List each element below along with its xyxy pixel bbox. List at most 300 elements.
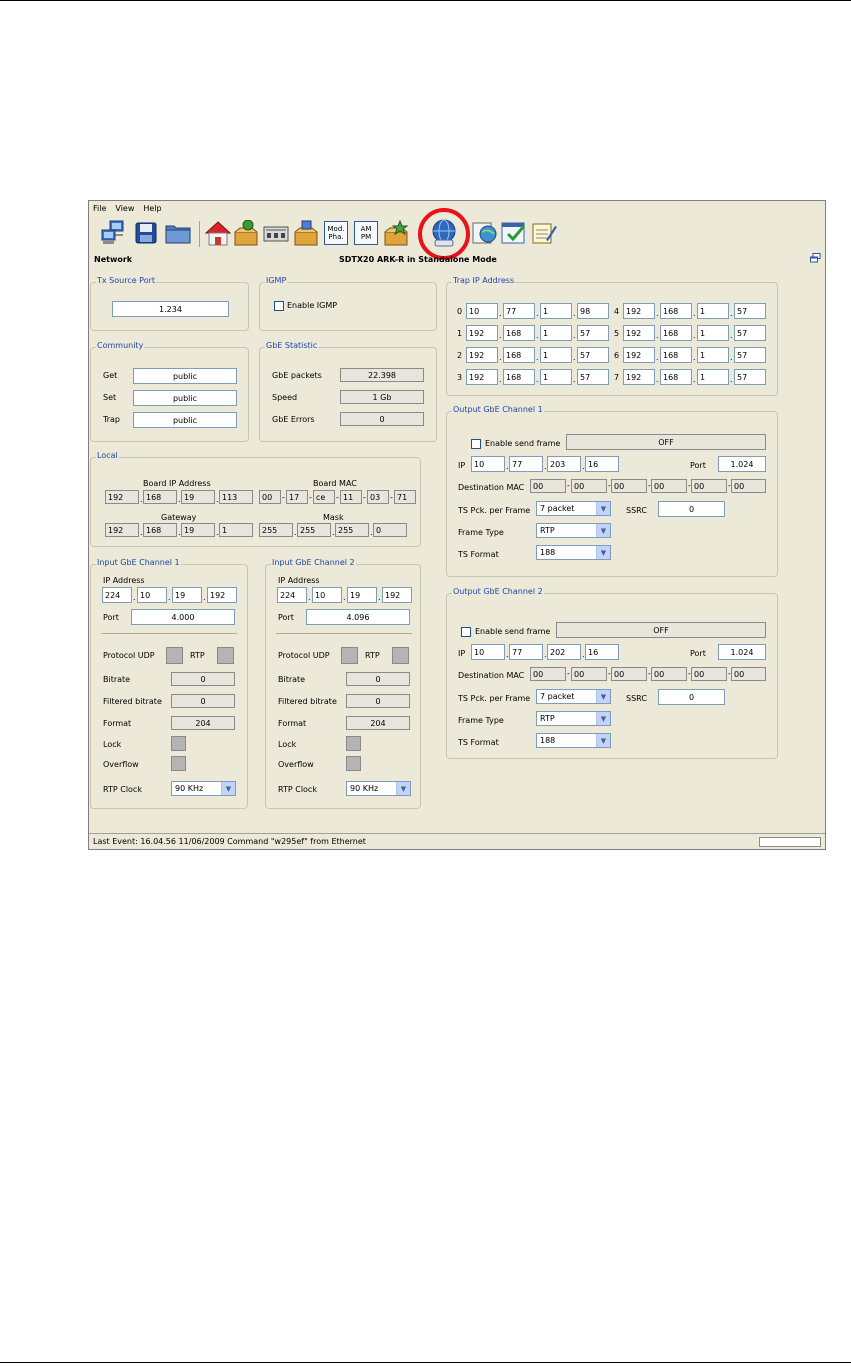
trap-ip-octet[interactable]: 192 <box>466 369 498 385</box>
trap-ip-octet[interactable]: 192 <box>623 347 655 363</box>
mask-label: Mask <box>323 513 344 522</box>
chevron-down-icon[interactable]: ▼ <box>221 782 235 795</box>
enable-igmp-checkbox[interactable] <box>274 301 284 311</box>
ip-dot: . <box>693 309 696 318</box>
trap-ip-octet[interactable]: 98 <box>577 303 609 319</box>
mac-dash: - <box>567 481 570 490</box>
output-channel-1-group <box>446 405 778 577</box>
input-1-rtp-label: RTP <box>190 651 205 660</box>
output-2-ts-format-label: TS Format <box>458 738 499 747</box>
mac-dash: - <box>608 669 611 678</box>
output-1-frame-type-label: Frame Type <box>458 528 504 537</box>
input-1-overflow-label: Overflow <box>103 760 139 769</box>
am-pm-icon[interactable] <box>351 219 381 247</box>
notepad-icon[interactable] <box>529 219 559 247</box>
input-2-ip-octet-1[interactable]: 224 <box>277 587 307 603</box>
input-1-rtp-clock-select[interactable] <box>171 781 236 796</box>
input-1-format-value: 204 <box>171 716 235 730</box>
trap-ip-octet[interactable]: 1 <box>697 369 729 385</box>
tx-source-port-input[interactable]: 1.234 <box>112 301 229 317</box>
input-1-ip-octet-1[interactable]: 224 <box>102 587 132 603</box>
box-download-icon[interactable] <box>231 219 261 247</box>
input-1-filtered-label: Filtered bitrate <box>103 697 162 706</box>
window-title: SDTX20 ARK-R in Standalone Mode <box>339 255 497 264</box>
output-2-state: OFF <box>556 622 766 638</box>
input-1-lock-indicator <box>171 736 186 751</box>
trap-ip-octet[interactable]: 57 <box>734 347 766 363</box>
section-title: Network <box>94 255 133 264</box>
board-ip-octet-1: 192 <box>105 490 139 504</box>
last-event-text: Last Event: 16.04.56 11/06/2009 Command "w295ef" from Ethernet <box>93 837 366 846</box>
mac-dash: - <box>608 481 611 490</box>
output-2-dest-mac-byte[interactable]: 00 <box>691 667 727 681</box>
output-2-ip-octet-4[interactable]: 16 <box>585 644 619 660</box>
modulation-icon[interactable] <box>321 219 351 247</box>
input-channel-1-group <box>90 558 248 809</box>
chevron-down-icon[interactable]: ▼ <box>396 782 410 795</box>
tx-source-port-group <box>90 276 249 331</box>
input-channel-2-label: Input GbE Channel 2 <box>272 558 355 567</box>
input-2-filtered-value: 0 <box>346 694 410 708</box>
input-2-bitrate-label: Bitrate <box>278 675 306 684</box>
trap-ip-octet[interactable]: 192 <box>466 325 498 341</box>
gbe-statistic-group <box>259 341 437 442</box>
input-1-udp-indicator <box>166 647 183 664</box>
ip-dot: . <box>203 593 206 602</box>
ip-dot: . <box>370 528 373 537</box>
output-2-dest-mac-byte[interactable]: 00 <box>571 667 607 681</box>
chevron-down-icon[interactable]: ▼ <box>596 546 610 559</box>
output-1-ssrc-label: SSRC <box>626 506 647 515</box>
board-ip-octet-2: 168 <box>143 490 177 504</box>
board-mac-label: Board MAC <box>313 479 357 488</box>
input-1-ip-octet-4[interactable]: 192 <box>207 587 237 603</box>
ip-dot: . <box>133 593 136 602</box>
ip-dot: . <box>499 375 502 384</box>
output-2-dest-mac-byte[interactable]: 00 <box>530 667 566 681</box>
community-trap-label: Trap <box>103 415 120 424</box>
output-2-dest-mac-byte[interactable]: 00 <box>611 667 647 681</box>
trap-index-label: 6 <box>614 351 620 360</box>
mac-dash: - <box>648 481 651 490</box>
input-2-bitrate-value: 0 <box>346 672 410 686</box>
trap-ip-octet[interactable]: 168 <box>660 303 692 319</box>
ip-dot: . <box>536 331 539 340</box>
ip-dot: . <box>506 650 509 659</box>
mac-dash: - <box>363 493 366 502</box>
gateway-octet-2: 168 <box>143 523 177 537</box>
input-2-format-value: 204 <box>346 716 410 730</box>
output-1-ip-octet-4[interactable]: 16 <box>585 456 619 472</box>
gbe-speed-label: Speed <box>272 393 298 402</box>
ip-dot: . <box>573 309 576 318</box>
trap-index-label: 7 <box>614 373 620 382</box>
mask-octet-1: 255 <box>259 523 293 537</box>
input-1-bitrate-label: Bitrate <box>103 675 131 684</box>
mac-dash: - <box>688 669 691 678</box>
menu-view[interactable]: View <box>115 204 135 213</box>
output-1-frame-type-value: RTP <box>540 526 555 535</box>
output-1-dest-mac-byte[interactable]: 00 <box>571 479 607 493</box>
ip-dot: . <box>730 375 733 384</box>
ip-dot: . <box>573 375 576 384</box>
ip-dot: . <box>693 375 696 384</box>
output-1-ts-pck-label: TS Pck. per Frame <box>458 506 531 515</box>
input-1-protocol-label: Protocol UDP <box>103 651 155 660</box>
checklist-icon[interactable] <box>499 219 529 247</box>
gateway-octet-1: 192 <box>105 523 139 537</box>
output-2-enable-label: Enable send frame <box>475 627 551 636</box>
input-1-lock-label: Lock <box>103 740 122 749</box>
ip-dot: . <box>730 331 733 340</box>
ip-dot: . <box>656 375 659 384</box>
status-progress-box <box>759 837 821 847</box>
input-2-ip-octet-4[interactable]: 192 <box>382 587 412 603</box>
input-2-format-label: Format <box>278 719 307 728</box>
community-group <box>90 341 249 442</box>
input-2-port-input[interactable]: 4.096 <box>306 609 410 625</box>
igmp-group <box>259 276 437 331</box>
input-2-udp-indicator <box>341 647 358 664</box>
ip-dot: . <box>536 353 539 362</box>
input-2-lock-indicator <box>346 736 361 751</box>
input-channel-1-label: Input GbE Channel 1 <box>97 558 180 567</box>
ip-dot: . <box>544 462 547 471</box>
output-1-ip-octet-3[interactable]: 203 <box>547 456 581 472</box>
output-2-port-input[interactable]: 1.024 <box>718 644 766 660</box>
output-1-state: OFF <box>566 434 766 450</box>
gateway-octet-4: 1 <box>219 523 253 537</box>
trap-index-label: 1 <box>457 329 463 338</box>
community-get-label: Get <box>103 371 118 380</box>
output-1-dest-mac-byte[interactable]: 00 <box>651 479 687 493</box>
output-2-dest-mac-byte[interactable]: 00 <box>731 667 766 681</box>
community-set-input[interactable]: public <box>133 390 237 406</box>
board-ip-octet-3: 19 <box>181 490 215 504</box>
input-1-filtered-value: 0 <box>171 694 235 708</box>
ip-dot: . <box>178 495 181 504</box>
trap-ip-octet[interactable]: 57 <box>577 369 609 385</box>
divider <box>101 633 237 634</box>
trap-ip-octet[interactable]: 1 <box>697 303 729 319</box>
gbe-speed-value: 1 Gb <box>340 390 424 404</box>
output-2-ip-label: IP <box>458 649 466 658</box>
input-2-overflow-indicator <box>346 756 361 771</box>
output-2-ip-octet-3[interactable]: 202 <box>547 644 581 660</box>
ip-dot: . <box>544 650 547 659</box>
output-2-dest-mac-byte[interactable]: 00 <box>651 667 687 681</box>
output-2-ts-format-select[interactable] <box>536 733 611 748</box>
trap-ip-octet[interactable]: 57 <box>734 369 766 385</box>
ethernet-icon[interactable] <box>261 219 291 247</box>
mac-dash: - <box>648 669 651 678</box>
app-window <box>88 200 826 850</box>
toolbar-separator <box>199 221 200 247</box>
ip-dot: . <box>343 593 346 602</box>
community-set-label: Set <box>103 393 117 402</box>
gateway-label: Gateway <box>161 513 197 522</box>
output-2-ssrc-input[interactable]: 0 <box>658 689 725 705</box>
ip-dot: . <box>656 309 659 318</box>
input-2-rtp-clock-label: RTP Clock <box>278 785 317 794</box>
ip-dot: . <box>140 495 143 504</box>
igmp-label: IGMP <box>266 276 287 285</box>
board-ip-octet-4: 113 <box>219 490 253 504</box>
input-2-ip-octet-2[interactable]: 10 <box>312 587 342 603</box>
input-2-protocol-label: Protocol UDP <box>278 651 330 660</box>
board-mac-byte-3: ce <box>313 490 335 504</box>
trap-index-label: 4 <box>614 307 620 316</box>
output-1-ip-octet-1[interactable]: 10 <box>471 456 505 472</box>
input-2-overflow-label: Overflow <box>278 760 314 769</box>
trap-ip-octet[interactable]: 168 <box>503 347 535 363</box>
mac-dash: - <box>567 669 570 678</box>
input-2-ip-label: IP Address <box>278 576 320 585</box>
input-2-rtp-indicator <box>392 647 409 664</box>
board-mac-byte-5: 03 <box>367 490 389 504</box>
output-2-frame-type-value: RTP <box>540 714 555 723</box>
input-1-format-label: Format <box>103 719 132 728</box>
board-ip-label: Board IP Address <box>143 479 211 488</box>
input-2-filtered-label: Filtered bitrate <box>278 697 337 706</box>
community-get-input[interactable]: public <box>133 368 237 384</box>
mac-dash: - <box>282 493 285 502</box>
mac-dash: - <box>728 481 731 490</box>
ip-dot: . <box>499 331 502 340</box>
trap-index-label: 5 <box>614 329 620 338</box>
ip-dot: . <box>730 353 733 362</box>
mac-dash: - <box>336 493 339 502</box>
output-1-ts-format-select[interactable] <box>536 545 611 560</box>
mac-dash: - <box>728 669 731 678</box>
gbe-statistic-label: GbE Statistic <box>266 341 318 350</box>
output-1-dest-mac-byte[interactable]: 00 <box>530 479 566 493</box>
trap-ip-octet[interactable]: 1 <box>540 369 572 385</box>
output-1-dest-mac-byte[interactable]: 00 <box>731 479 766 493</box>
output-1-ts-format-value: 188 <box>540 548 556 557</box>
ip-dot: . <box>216 495 219 504</box>
enable-igmp-label: Enable IGMP <box>287 301 338 310</box>
input-1-ip-octet-3[interactable]: 19 <box>172 587 202 603</box>
output-1-enable-checkbox[interactable] <box>471 439 481 449</box>
chevron-down-icon[interactable]: ▼ <box>596 524 610 537</box>
trap-ip-octet[interactable]: 57 <box>577 325 609 341</box>
trap-ip-octet[interactable]: 57 <box>577 347 609 363</box>
output-channel-2-label: Output GbE Channel 2 <box>453 587 543 596</box>
output-1-ssrc-input[interactable]: 0 <box>658 501 725 517</box>
chevron-down-icon[interactable]: ▼ <box>596 712 610 725</box>
output-2-frame-type-select[interactable] <box>536 711 611 726</box>
trap-ip-octet[interactable]: 168 <box>660 369 692 385</box>
community-trap-input[interactable]: public <box>133 412 237 428</box>
input-1-rtp-clock-label: RTP Clock <box>103 785 142 794</box>
ip-dot: . <box>506 462 509 471</box>
ip-dot: . <box>573 331 576 340</box>
divider <box>276 633 412 634</box>
output-channel-2-group <box>446 587 778 759</box>
output-2-frame-type-label: Frame Type <box>458 716 504 725</box>
local-group <box>90 451 421 547</box>
output-1-ip-octet-2[interactable]: 77 <box>509 456 543 472</box>
trap-ip-octet[interactable]: 1 <box>540 325 572 341</box>
board-mac-byte-1: 00 <box>259 490 281 504</box>
input-1-ip-label: IP Address <box>103 576 145 585</box>
ip-dot: . <box>730 309 733 318</box>
output-2-enable-checkbox[interactable] <box>461 627 471 637</box>
web-icon[interactable] <box>469 219 499 247</box>
trap-index-label: 2 <box>457 351 463 360</box>
output-1-ip-label: IP <box>458 461 466 470</box>
gbe-packets-value: 22.398 <box>340 368 424 382</box>
board-mac-byte-6: 71 <box>394 490 416 504</box>
ip-dot: . <box>656 331 659 340</box>
output-channel-1-label: Output GbE Channel 1 <box>453 405 543 414</box>
trap-ip-octet[interactable]: 77 <box>503 303 535 319</box>
chevron-down-icon[interactable]: ▼ <box>596 734 610 747</box>
box-star-icon[interactable] <box>381 219 411 247</box>
input-2-ip-octet-3[interactable]: 19 <box>347 587 377 603</box>
ip-dot: . <box>378 593 381 602</box>
mac-dash: - <box>390 493 393 502</box>
trap-ip-octet[interactable]: 57 <box>734 325 766 341</box>
trap-index-label: 0 <box>457 307 463 316</box>
output-1-enable-label: Enable send frame <box>485 439 561 448</box>
restore-window-icon[interactable] <box>810 253 821 263</box>
output-1-port-label: Port <box>690 461 706 470</box>
output-2-ts-pck-select[interactable] <box>536 689 611 704</box>
open-folder-icon[interactable] <box>163 219 193 247</box>
trap-ip-octet[interactable]: 168 <box>660 347 692 363</box>
status-bar <box>89 833 825 849</box>
trap-ip-octet[interactable]: 1 <box>540 303 572 319</box>
output-1-port-input[interactable]: 1.024 <box>718 456 766 472</box>
mac-dash: - <box>688 481 691 490</box>
input-channel-2-group <box>265 558 421 809</box>
ip-dot: . <box>582 462 585 471</box>
ip-dot: . <box>332 528 335 537</box>
gateway-octet-3: 19 <box>181 523 215 537</box>
page-bottom-rule <box>0 1362 851 1363</box>
trap-ip-octet[interactable]: 10 <box>466 303 498 319</box>
output-1-ts-pck-value: 7 packet <box>540 504 575 513</box>
board-mac-byte-2: 17 <box>286 490 308 504</box>
chevron-down-icon[interactable]: ▼ <box>596 502 610 515</box>
trap-ip-octet[interactable]: 192 <box>466 347 498 363</box>
ip-dot: . <box>582 650 585 659</box>
mask-octet-2: 255 <box>297 523 331 537</box>
ip-dot: . <box>693 331 696 340</box>
trap-ip-octet[interactable]: 168 <box>503 325 535 341</box>
modulation-label-2: Pha. <box>328 233 344 241</box>
am-pm-label-2: PM <box>360 233 372 241</box>
ip-dot: . <box>499 309 502 318</box>
highlight-circle <box>418 208 470 260</box>
input-2-rtp-clock-select[interactable] <box>346 781 411 796</box>
ip-dot: . <box>178 528 181 537</box>
save-icon[interactable] <box>131 219 161 247</box>
input-1-bitrate-value: 0 <box>171 672 235 686</box>
output-1-dest-mac-byte[interactable]: 00 <box>691 479 727 493</box>
trap-ip-label: Trap IP Address <box>453 276 515 285</box>
output-2-ip-octet-2[interactable]: 77 <box>509 644 543 660</box>
input-2-rtp-clock-value: 90 KHz <box>350 784 379 793</box>
output-2-ip-octet-1[interactable]: 10 <box>471 644 505 660</box>
input-1-rtp-indicator <box>217 647 234 664</box>
output-1-dest-mac-label: Destination MAC <box>458 483 525 492</box>
gbe-packets-label: GbE packets <box>272 371 322 380</box>
input-2-lock-label: Lock <box>278 740 297 749</box>
chevron-down-icon[interactable]: ▼ <box>596 690 610 703</box>
trap-ip-octet[interactable]: 1 <box>540 347 572 363</box>
trap-ip-octet[interactable]: 168 <box>660 325 692 341</box>
output-1-ts-format-label: TS Format <box>458 550 499 559</box>
output-2-ssrc-label: SSRC <box>626 694 647 703</box>
input-2-rtp-label: RTP <box>365 651 380 660</box>
community-label: Community <box>97 341 144 350</box>
input-1-port-label: Port <box>103 613 119 622</box>
tx-source-port-label: Tx Source Port <box>97 276 156 285</box>
ip-dot: . <box>140 528 143 537</box>
gbe-errors-value: 0 <box>340 412 424 426</box>
trap-ip-octet[interactable]: 192 <box>623 325 655 341</box>
input-2-port-label: Port <box>278 613 294 622</box>
ip-dot: . <box>656 353 659 362</box>
ip-dot: . <box>536 309 539 318</box>
trap-ip-octet[interactable]: 1 <box>697 347 729 363</box>
trap-ip-octet[interactable]: 57 <box>734 303 766 319</box>
output-1-dest-mac-byte[interactable]: 00 <box>611 479 647 493</box>
trap-ip-group <box>446 276 778 396</box>
output-2-dest-mac-label: Destination MAC <box>458 671 525 680</box>
trap-ip-octet[interactable]: 192 <box>623 369 655 385</box>
ip-dot: . <box>536 375 539 384</box>
ip-dot: . <box>168 593 171 602</box>
output-1-frame-type-select[interactable] <box>536 523 611 538</box>
menu-file[interactable]: File <box>93 204 107 213</box>
output-2-port-label: Port <box>690 649 706 658</box>
input-1-port-input[interactable]: 4.000 <box>131 609 235 625</box>
input-1-ip-octet-2[interactable]: 10 <box>137 587 167 603</box>
ip-dot: . <box>308 593 311 602</box>
gbe-errors-label: GbE Errors <box>272 415 315 424</box>
output-2-ts-pck-value: 7 packet <box>540 692 575 701</box>
ip-dot: . <box>294 528 297 537</box>
menu-help[interactable]: Help <box>143 204 162 213</box>
am-pm-label-1: AM <box>360 225 372 233</box>
box-upload-icon[interactable] <box>291 219 321 247</box>
page-top-rule <box>0 0 851 1</box>
output-2-ts-format-value: 188 <box>540 736 556 745</box>
local-label: Local <box>97 451 118 460</box>
ip-dot: . <box>693 353 696 362</box>
home-icon[interactable] <box>203 219 233 247</box>
mac-dash: - <box>309 493 312 502</box>
network-icon[interactable] <box>99 219 129 247</box>
trap-index-label: 3 <box>457 373 463 382</box>
output-2-ts-pck-label: TS Pck. per Frame <box>458 694 531 703</box>
mask-octet-4: 0 <box>373 523 407 537</box>
input-1-overflow-indicator <box>171 756 186 771</box>
trap-ip-octet[interactable]: 1 <box>697 325 729 341</box>
output-1-ts-pck-select[interactable] <box>536 501 611 516</box>
board-mac-byte-4: 11 <box>340 490 362 504</box>
trap-ip-octet[interactable]: 168 <box>503 369 535 385</box>
ip-dot: . <box>499 353 502 362</box>
ip-dot: . <box>573 353 576 362</box>
mask-octet-3: 255 <box>335 523 369 537</box>
ip-dot: . <box>216 528 219 537</box>
trap-ip-octet[interactable]: 192 <box>623 303 655 319</box>
